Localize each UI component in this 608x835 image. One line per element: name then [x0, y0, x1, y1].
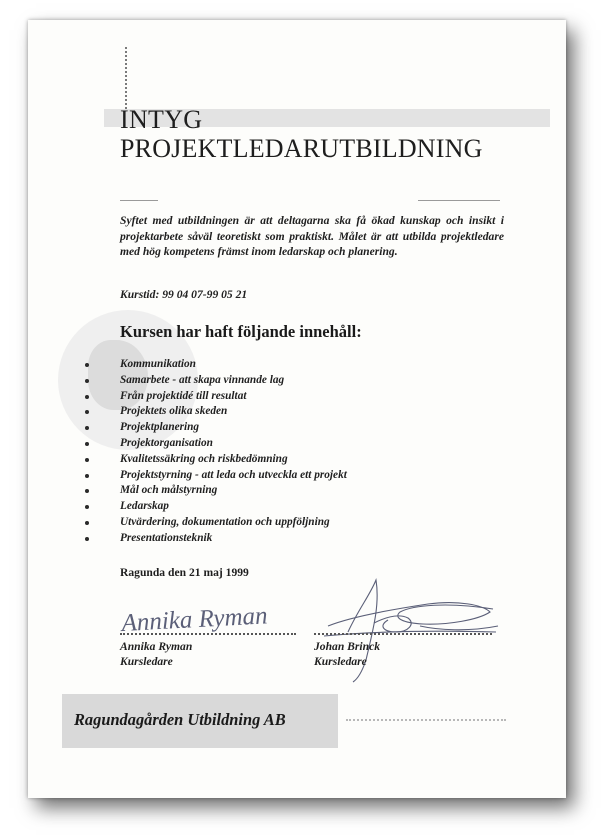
certificate-title: INTYG — [120, 105, 203, 134]
signature-line-1 — [120, 633, 296, 635]
list-item: Kvalitetssäkring och riskbedömning — [68, 452, 347, 468]
certificate-page — [28, 20, 566, 798]
list-item: Projektplanering — [68, 420, 347, 436]
list-item: Ledarskap — [68, 499, 347, 515]
list-item: Kommunikation — [68, 357, 347, 373]
issuer-name: Ragundagården Utbildning AB — [74, 710, 286, 729]
footer-dotted-line — [346, 719, 506, 721]
signatory-1-name: Annika Ryman — [120, 640, 193, 653]
list-item: Presentationsteknik — [68, 531, 347, 547]
list-item: Från projektidé till resultat — [68, 389, 347, 405]
certificate-subtitle: PROJEKTLEDARUTBILDNING — [120, 134, 483, 163]
divider-right — [418, 200, 500, 201]
course-dates: Kurstid: 99 04 07-99 05 21 — [120, 288, 248, 301]
content-heading: Kursen har haft följande innehåll: — [120, 322, 362, 341]
signatory-2-role: Kursledare — [314, 655, 367, 668]
intro-paragraph: Syftet med utbildningen är att deltagarna ska få ökad kunskap och insikt i projektarbete såväl teoretiskt som praktiskt. Målet är att utbilda projektledare med hög kompetens främst inom ledarskap och planering. — [120, 214, 504, 258]
signatory-1-role: Kursledare — [120, 655, 173, 668]
list-item: Projektorganisation — [68, 436, 347, 452]
list-item: Projektstyrning - att leda och utveckla ett projekt — [68, 468, 347, 484]
list-item: Mål och målstyrning — [68, 483, 347, 499]
divider-left — [120, 200, 158, 201]
vertical-dotted-line — [125, 47, 127, 113]
place-and-date: Ragunda den 21 maj 1999 — [120, 566, 249, 579]
signature-line-2 — [314, 633, 492, 635]
list-item: Samarbete - att skapa vinnande lag — [68, 373, 347, 389]
list-item: Utvärdering, dokumentation och uppföljning — [68, 515, 347, 531]
list-item: Projektets olika skeden — [68, 404, 347, 420]
course-content-list — [68, 357, 347, 547]
signatory-2-name: Johan Brinck — [314, 640, 381, 653]
signature-annika-ryman: Annika Ryman — [120, 602, 269, 637]
